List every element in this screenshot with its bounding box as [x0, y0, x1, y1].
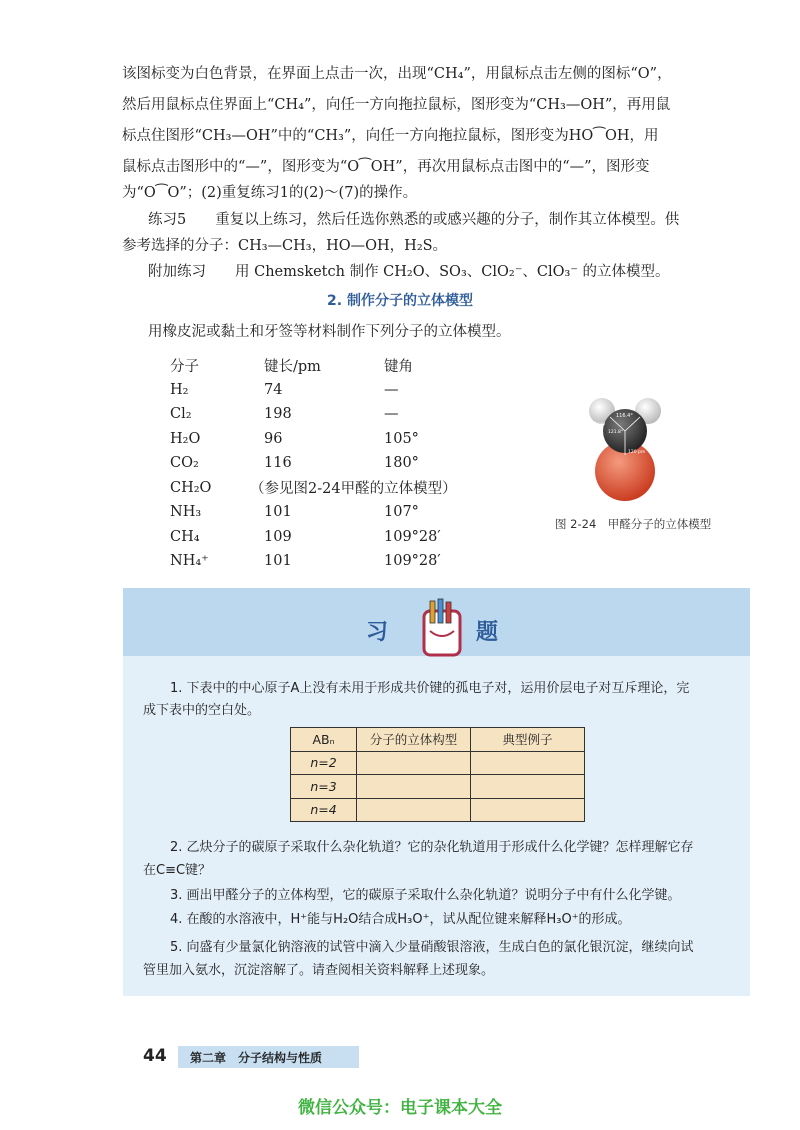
length-label-2: 120 pm	[628, 450, 646, 455]
bond-angle: 105°	[384, 430, 419, 447]
bond-length: 198	[264, 406, 292, 423]
blank-cell[interactable]	[471, 751, 585, 775]
table-row	[291, 751, 585, 775]
question-5-line-1: 5. 向盛有少量氯化钠溶液的试管中滴入少量硝酸银溶液，生成白色的氯化银沉淀，继续向试	[170, 940, 694, 955]
table-row	[291, 728, 585, 752]
wechat-watermark: 微信公众号：电子课本大全	[298, 1098, 502, 1118]
molecule: Cl₂	[170, 406, 192, 423]
row-label: n=3	[291, 775, 357, 799]
bond-length: 116	[264, 455, 292, 472]
exercise-title-left: 习	[366, 620, 389, 645]
pencil-case-icon	[418, 597, 466, 659]
figure-caption: 图 2-24 甲醛分子的立体模型	[555, 517, 712, 531]
practice5-line-2: 参考选择的分子：CH₃—CH₃，HO—OH，H₂S。	[122, 238, 448, 254]
question-5-line-2: 管里加入氨水，沉淀溶解了。请查阅相关资料解释上述现象。	[143, 963, 495, 978]
section-intro: 用橡皮泥或黏土和牙签等材料制作下列分子的立体模型。	[148, 324, 511, 340]
bond-angle: 107°	[384, 504, 419, 521]
question-1-table	[290, 727, 585, 822]
angle-label-2: 121.8°	[608, 430, 624, 435]
question-4: 4. 在酸的水溶液中，H⁺能与H₂O结合成H₃O⁺，试从配位键来解释H₃O⁺的形成。	[170, 912, 631, 927]
molecule: CH₂O	[170, 479, 212, 496]
bond-length: 74	[264, 381, 283, 398]
bond-length: 109	[264, 528, 292, 545]
bond-angle: —	[384, 406, 399, 423]
header-abn: ABₙ	[291, 728, 357, 752]
table-row	[160, 402, 494, 427]
molecule: CO₂	[170, 455, 199, 472]
blank-cell[interactable]	[471, 798, 585, 822]
header-example: 典型例子	[471, 728, 585, 752]
page-number: 44	[143, 1046, 167, 1066]
header-shape: 分子的立体构型	[357, 728, 471, 752]
table-row	[160, 476, 494, 501]
header-bond-length: 键长/pm	[264, 358, 321, 375]
intro-line-5: 为“O⁀O”；(2)重复练习1的(2)～(7)的操作。	[122, 185, 418, 201]
intro-line-2: 然后用鼠标点住界面上“CH₄”，向任一方向拖拉鼠标，图形变为“CH₃—OH”，再用鼠	[122, 97, 671, 113]
bond-length: 96	[264, 430, 283, 447]
molecule: H₂	[170, 381, 189, 398]
bond-angle: 180°	[384, 455, 419, 472]
question-1-line-2: 成下表中的空白处。	[143, 703, 261, 718]
table-row	[160, 525, 494, 550]
bond-angle: 109°28′	[384, 553, 441, 570]
row-label: n=2	[291, 751, 357, 775]
bond-length: 101	[264, 553, 292, 570]
intro-line-3: 标点住图形“CH₃—OH”中的“CH₃”，向任一方向拖拉鼠标，图形变为HO⁀OH，用	[122, 128, 659, 144]
table-row	[160, 427, 494, 452]
formaldehyde-model-figure	[580, 395, 670, 505]
header-bond-angle: 键角	[384, 358, 413, 375]
table-row	[291, 798, 585, 822]
question-3: 3. 画出甲醛分子的立体构型，它的碳原子采取什么杂化轨道？说明分子中有什么化学键。	[170, 888, 681, 903]
bond-table	[160, 353, 494, 574]
section-title: 2. 制作分子的立体模型	[327, 293, 473, 309]
table-row	[160, 549, 494, 574]
molecule: H₂O	[170, 430, 201, 447]
bond-angle: —	[384, 381, 399, 398]
bond-table-header	[160, 353, 494, 378]
molecule: NH₄⁺	[170, 553, 209, 570]
angle-label-1: 116.4°	[616, 413, 633, 419]
intro-line-4: 鼠标点击图形中的“—”，图形变为“O⁀OH”，再次用鼠标点击图中的“—”，图形变	[122, 159, 650, 175]
bond-angle: 109°28′	[384, 528, 441, 545]
chapter-tab	[178, 1046, 359, 1068]
table-row	[160, 378, 494, 403]
table-row	[160, 451, 494, 476]
intro-line-1: 该图标变为白色背景，在界面上点击一次，出现“CH₄”，用鼠标点击左侧的图标“O”，	[122, 66, 672, 82]
question-2-line-1: 2. 乙炔分子的碳原子采取什么杂化轨道？它的杂化轨道用于形成什么化学键？怎样理解它存	[170, 840, 694, 855]
question-2-line-2: 在C≡C键？	[143, 863, 212, 878]
blank-cell[interactable]	[357, 798, 471, 822]
row-label: n=4	[291, 798, 357, 822]
exercise-title-right: 题	[476, 620, 499, 645]
blank-cell[interactable]	[357, 775, 471, 799]
blank-cell[interactable]	[471, 775, 585, 799]
question-1-line-1: 1. 下表中的中心原子A上没有未用于形成共价键的孤电子对，运用价层电子对互斥理论，完	[170, 681, 690, 696]
molecule: NH₃	[170, 504, 202, 521]
table-row	[160, 500, 494, 525]
chapter-title: 第二章 分子结构与性质	[190, 1051, 323, 1065]
additional-practice: 附加练习 用 Chemsketch 制作 CH₂O、SO₃、ClO₂⁻、ClO₃⁻ 的立体模型。	[148, 264, 670, 280]
molecule: CH₄	[170, 528, 200, 545]
length-label-1: 110 pm	[588, 422, 606, 427]
bond-note: （参见图2-24甲醛的立体模型）	[250, 481, 457, 498]
header-molecule: 分子	[170, 358, 199, 375]
table-row	[291, 775, 585, 799]
bond-length: 101	[264, 504, 292, 521]
practice5-line-1: 练习5 重复以上练习，然后任选你熟悉的或感兴趣的分子，制作其立体模型。供	[148, 212, 680, 228]
blank-cell[interactable]	[357, 751, 471, 775]
